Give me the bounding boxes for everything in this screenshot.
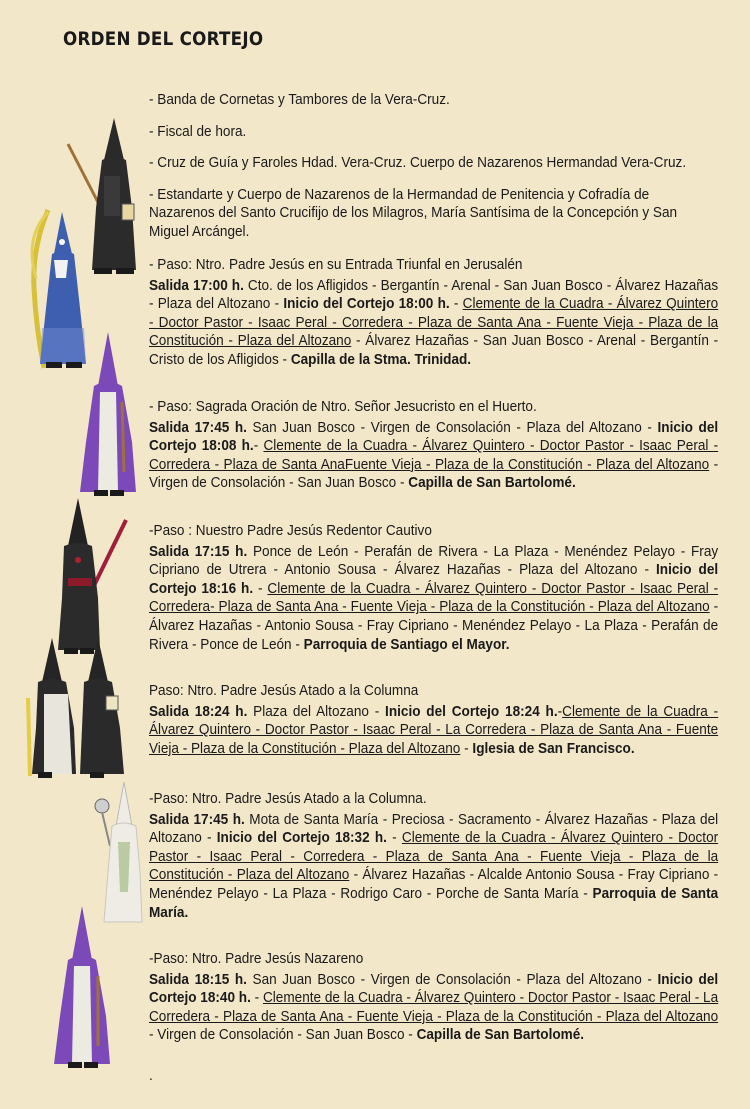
paso-block-5: [149, 790, 718, 922]
route-sep: -: [253, 580, 268, 597]
paso-route: [149, 419, 718, 493]
destino: Capilla de San Bartolomé.: [416, 1027, 585, 1044]
salida: Salida 17:15 h.: [149, 543, 248, 560]
route-common: Clemente de la Cuadra - Álvarez Quintero - Doctor Pastor - Isaac Peral - Corredera - Plaza de Santa Ana - Fuente Vieja - Plaza de la Constitución - Plaza del Altozano: [149, 296, 719, 350]
intro-item: - Banda de Cornetas y Tambores de la Vera-Cruz.: [149, 92, 450, 108]
salida: Salida 17:00 h.: [149, 277, 244, 294]
route-sep: -: [557, 703, 563, 720]
salida: Salida 17:45 h.: [149, 811, 245, 828]
page-title: ORDEN DEL CORTEJO: [63, 28, 264, 50]
route-after: - Álvarez Hazañas - San Juan Bosco - Arenal - Bergantín - Cristo de los Afligidos -: [149, 333, 719, 368]
inicio: Inicio del Cortejo 18:24 h.: [385, 703, 558, 720]
paso-title: Paso: Ntro. Padre Jesús Atado a la Columna: [149, 683, 419, 699]
route-before: San Juan Bosco - Virgen de Consolación - Plaza del Altozano -: [246, 971, 658, 988]
paso-block-6: [149, 950, 718, 1045]
pair-nazarenos-illustration: [24, 638, 130, 780]
inicio: Inicio del Cortejo 18:32 h.: [216, 830, 387, 847]
black-nazareno-cross-illustration: [56, 498, 136, 658]
route-sep: -: [386, 830, 402, 847]
inicio: Inicio del Cortejo 18:08 h.: [149, 419, 719, 455]
destino: Parroquia de Santiago el Mayor.: [303, 636, 510, 653]
destino: Capilla de San Bartolomé.: [408, 475, 576, 492]
paso-route: [149, 277, 718, 370]
inicio: Inicio del Cortejo 18:40 h.: [149, 971, 719, 1007]
paso-route: [149, 811, 718, 923]
route-common: Clemente de la Cuadra - Álvarez Quintero - Doctor Pastor - Isaac Peral - Corredera - Plaza de Santa AnaFuente Vieja - Plaza de la Constitución - Plaza del Altozano: [149, 438, 719, 473]
route-sep: -: [250, 990, 263, 1007]
paso-title: - Paso: Ntro. Padre Jesús en su Entrada Triunfal en Jerusalén: [149, 257, 523, 273]
purple-nazareno-illustration: [72, 332, 142, 497]
route-after: - Álvarez Hazañas - Alcalde Antonio Sousa - Fray Cipriano - Menéndez Pelayo - La Plaza - Rodrigo Caro - Porche de Santa María -: [149, 867, 719, 902]
intro-item: - Cruz de Guía y Faroles Hdad. Vera-Cruz. Cuerpo de Nazarenos Hermandad Vera-Cruz.: [149, 155, 687, 172]
route-before: San Juan Bosco - Virgen de Consolación - Plaza del Altozano -: [246, 419, 658, 436]
route-after: - Virgen de Consolación - San Juan Bosco -: [149, 456, 719, 492]
paso-title: -Paso: Ntro. Padre Jesús Atado a la Columna.: [149, 791, 427, 807]
paso-block-1: [149, 256, 718, 370]
route-common: Clemente de la Cuadra - Álvarez Quintero - Doctor Pastor - Isaac Peral - La Corredera - Plaza de Santa Ana - Fuente Vieja - Plaza de la Constitución - Plaza del Altozano: [149, 703, 719, 757]
route-sep: -: [253, 438, 264, 455]
salida: Salida 18:15 h.: [149, 971, 247, 988]
destino: Parroquia de Santa María.: [149, 885, 719, 921]
purple-nazareno-illustration-2: [46, 906, 116, 1071]
route-common: Clemente de la Cuadra - Álvarez Quintero - Doctor Pastor - Isaac Peral - La Corredera - Plaza de Santa Ana - Fuente Vieja - Plaza de la Constitución - Plaza del Altozano: [149, 990, 719, 1025]
paso-route: [149, 543, 718, 655]
inicio: Inicio del Cortejo 18:16 h.: [149, 562, 719, 597]
route-before: Plaza del Altozano -: [247, 703, 386, 720]
route-after: -: [460, 740, 473, 757]
intro-list: [149, 91, 718, 255]
route-after: - Álvarez Hazañas - Antonio Sousa - Fray Cipriano - Menéndez Pelayo - La Plaza - Perafán de Rivera - Ponce de León -: [149, 599, 719, 653]
route-before: Mota de Santa María - Preciosa - Sacramento - Álvarez Hazañas - Plaza del Altozano -: [149, 811, 719, 847]
route-before: Ponce de León - Perafán de Rivera - La Plaza - Menéndez Pelayo - Fray Cipriano de Utrera - Antonio Sousa - Álvarez Hazañas - Plaza del Altozano -: [149, 543, 719, 579]
destino: Capilla de la Stma. Trinidad.: [290, 351, 472, 368]
paso-title: -Paso: Ntro. Padre Jesús Nazareno: [149, 951, 364, 967]
route-before: Cto. de los Afligidos - Bergantín - Arenal - San Juan Bosco - Álvarez Hazañas - Plaza del Altozano -: [149, 277, 719, 313]
paso-block-3: [149, 522, 718, 654]
route-common: Clemente de la Cuadra - Álvarez Quintero - Doctor Pastor - Isaac Peral - Corredera- Plaza de Santa Ana - Fuente Vieja - Plaza de la Constitución - Plaza del Altozano: [149, 580, 719, 616]
paso-block-2: [149, 398, 718, 493]
paso-title: - Paso: Sagrada Oración de Ntro. Señor Jesucristo en el Huerto.: [149, 399, 537, 415]
salida: Salida 17:45 h.: [149, 419, 247, 436]
footer-dot: .: [149, 1068, 153, 1084]
route-after: - Virgen de Consolación - San Juan Bosco -: [149, 1027, 417, 1044]
route-sep: -: [449, 296, 463, 313]
intro-item: - Estandarte y Cuerpo de Nazarenos de la Hermandad de Penitencia y Cofradía de Nazarenos del Santo Crucifijo de los Milagros, María Santísima de la Concepción y San Miguel Arcángel.: [149, 186, 678, 240]
inicio: Inicio del Cortejo 18:00 h.: [283, 296, 450, 313]
salida: Salida 18:24 h.: [149, 703, 248, 720]
paso-block-4: [149, 682, 718, 758]
destino: Iglesia de San Francisco.: [472, 740, 635, 757]
paso-title: -Paso : Nuestro Padre Jesús Redentor Cautivo: [149, 523, 432, 539]
route-common: Clemente de la Cuadra - Álvarez Quintero - Doctor Pastor - Isaac Peral - Corredera - Plaza de Santa Ana - Fuente Vieja - Plaza de la Constitución - Plaza del Altozano: [149, 830, 719, 884]
paso-route: [149, 971, 718, 1045]
paso-route: [149, 703, 718, 759]
intro-item: - Fiscal de hora.: [149, 123, 247, 140]
